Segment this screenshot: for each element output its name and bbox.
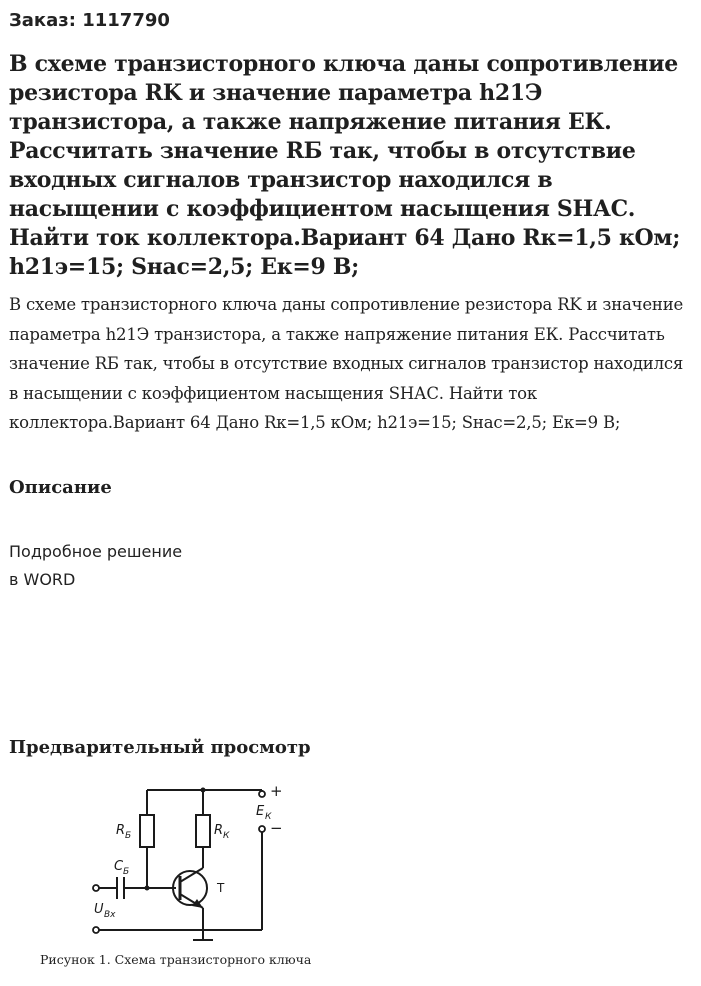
cb-label: C [114,859,124,874]
transistor-switch-schematic [80,770,295,950]
order-number: Заказ: 1117790 [9,10,170,31]
rk-resistor [196,815,210,847]
rb-sub: Б [125,831,132,841]
solution-info [9,538,182,594]
transistor-label: T [217,881,225,895]
uin-label: U [94,902,104,917]
minus-sign: − [270,819,283,837]
ek-sub: К [265,812,272,822]
uin-sub: Вх [104,910,116,920]
rb-resistor [140,815,154,847]
solution-line-2: в WORD [9,570,76,589]
description-heading: Описание [9,477,112,498]
ek-label: E [256,804,265,819]
plus-sign: + [270,782,283,800]
task-description: В схеме транзисторного ключа даны сопротивление резистора RK и значение параметра h21Э транзистора, а также напряжение питания ЕК. Рассчитать значение RБ так, чтобы в отсутствие входных сигналов транзистор находился в насыщении с коэффициентом насыщения SНАС. Найти ток коллектора.Вариант 64 Дано Rк=1,5 кОм; h21э=15; Sнас=2,5; Ек=9 В; [9,295,684,432]
rk-label: R [214,823,224,838]
preview-heading: Предварительный просмотр [9,737,311,758]
solution-line-1: Подробное решение [9,542,183,561]
cb-sub: Б [123,867,130,877]
figure-caption: Рисунок 1. Схема транзисторного ключа [40,952,312,967]
page-title: В схеме транзисторного ключа даны сопротивление резистора RK и значение параметра h21Э транзистора, а также напряжение питания ЕК. Рассчитать значение RБ так, чтобы в отсутствие входных сигналов транзистор находился в насыщении с коэффициентом насыщения SНАС. Найти ток коллектора.Вариант 64 Дано Rк=1,5 кОм; h21э=15; Sнас=2,5; Ек=9 В; [9,51,681,280]
rb-label: R [116,823,126,838]
rk-sub: К [223,831,230,841]
